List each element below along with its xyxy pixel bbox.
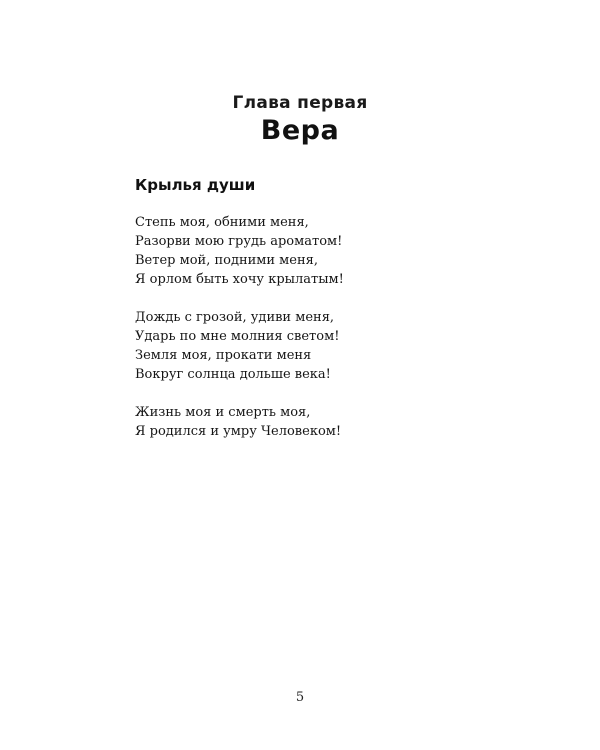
poem-line: Ветер мой, подними меня, (135, 253, 318, 268)
stanza (135, 308, 344, 384)
chapter-label: Глава первая (232, 93, 368, 113)
chapter-title: Вера (260, 115, 340, 146)
poem-line: Степь моя, обними меня, (135, 215, 309, 230)
poem-line: Земля моя, прокати меня (135, 348, 312, 363)
poem-line: Я орлом быть хочу крылатым! (135, 272, 344, 287)
stanza (135, 403, 344, 441)
poem-line: Ударь по мне молния светом! (135, 329, 340, 344)
stanza (135, 213, 344, 289)
poem-line: Вокруг солнца дольше века! (135, 367, 331, 382)
poem-body (135, 213, 344, 460)
poem-line: Жизнь моя и смерть моя, (135, 405, 311, 420)
poem-line: Я родился и умру Человеком! (135, 424, 342, 439)
poem-title: Крылья души (135, 176, 256, 194)
poem-line: Дождь с грозой, удиви меня, (135, 310, 335, 325)
page-number: 5 (295, 690, 305, 705)
poem-line: Разорви мою грудь ароматом! (135, 234, 343, 249)
